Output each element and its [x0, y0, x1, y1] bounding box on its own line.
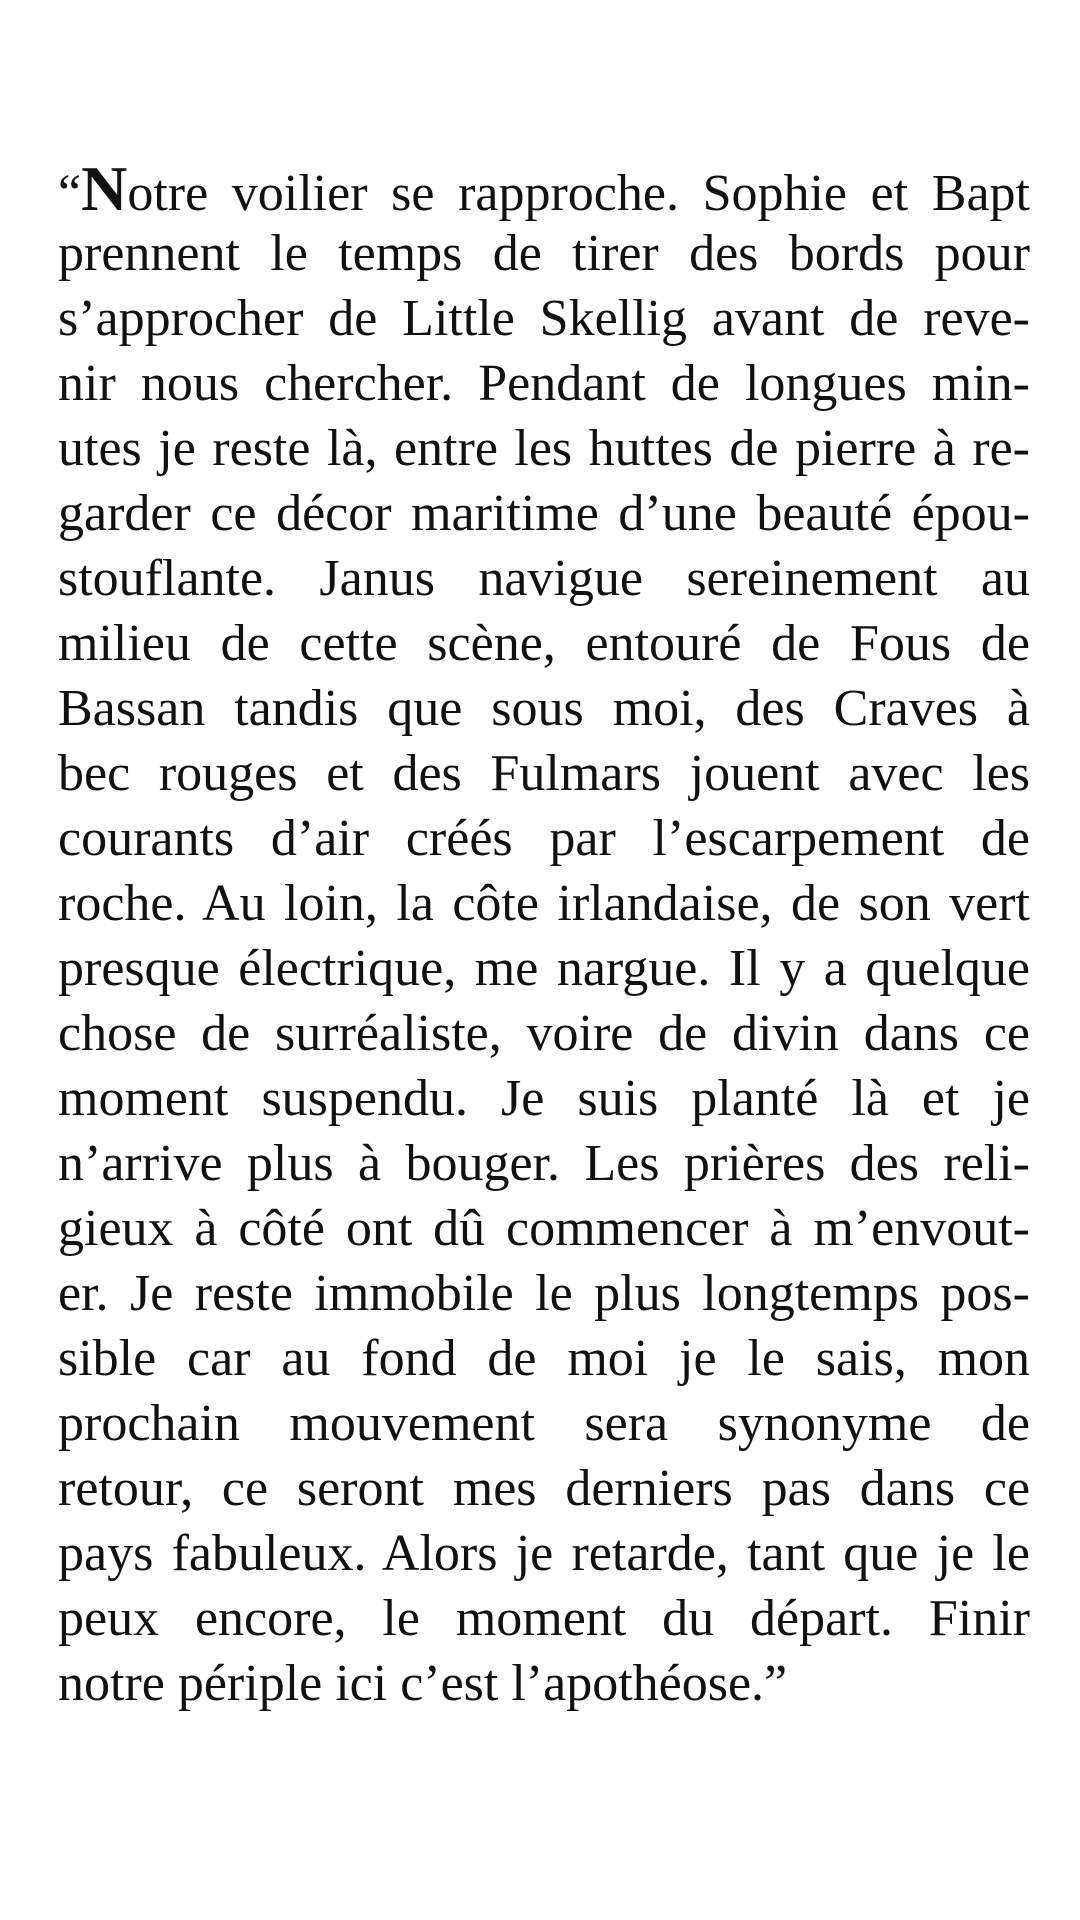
paragraph-line-last: notre périple ici c’est l’apothéose.” — [58, 1655, 788, 1712]
quoted-paragraph — [58, 153, 1031, 1716]
paragraph-line: milieu de cette scène, entouré de Fous de — [58, 615, 1030, 672]
paragraph-line-1 — [58, 153, 1030, 224]
paragraph-line: garder ce décor maritime d’une beauté épou- — [58, 485, 1030, 542]
initial-letter: N — [81, 153, 128, 224]
paragraph-line: retour, ce seront mes derniers pas dans ce — [58, 1460, 1031, 1517]
paragraph-line: stouflante. Janus navigue sereinement au — [58, 550, 1030, 607]
paragraph-line: prennent le temps de tirer des bords pour — [58, 225, 1030, 282]
paragraph-line: prochain mouvement sera synonyme de — [58, 1395, 1030, 1452]
paragraph-line: n’arrive plus à bouger. Les prières des reli- — [58, 1135, 1030, 1192]
paragraph-line: peux encore, le moment du départ. Finir — [58, 1590, 1030, 1647]
paragraph-line: pays fabuleux. Alors je retarde, tant que je le — [58, 1525, 1030, 1582]
paragraph-line: bec rouges et des Fulmars jouent avec les — [58, 745, 1031, 802]
first-line-text: otre voilier se rapproche. Sophie et Bapt — [127, 165, 1030, 222]
paragraph-line: sible car au fond de moi je le sais, mon — [58, 1330, 1031, 1387]
paragraph-line: roche. Au loin, la côte irlandaise, de son vert — [58, 875, 1031, 932]
paragraph-line: courants d’air créés par l’escarpement de — [58, 810, 1031, 867]
paragraph-line: moment suspendu. Je suis planté là et je — [58, 1070, 1030, 1127]
paragraph-line: utes je reste là, entre les huttes de pierre à re- — [58, 420, 1030, 477]
paragraph-line: nir nous chercher. Pendant de longues min- — [58, 355, 1030, 412]
paragraph-line: presque électrique, me nargue. Il y a quelque — [58, 940, 1030, 997]
opening-quote: “ — [58, 165, 82, 222]
paragraph-line: Bassan tandis que sous moi, des Craves à — [58, 680, 1030, 737]
paragraph-line: chose de surréaliste, voire de divin dans ce — [58, 1005, 1030, 1062]
paragraph-line: s’approcher de Little Skellig avant de reve- — [58, 290, 1031, 347]
paragraph-line: gieux à côté ont dû commencer à m’envout- — [58, 1200, 1030, 1257]
paragraph-line: er. Je reste immobile le plus longtemps pos- — [58, 1265, 1030, 1322]
